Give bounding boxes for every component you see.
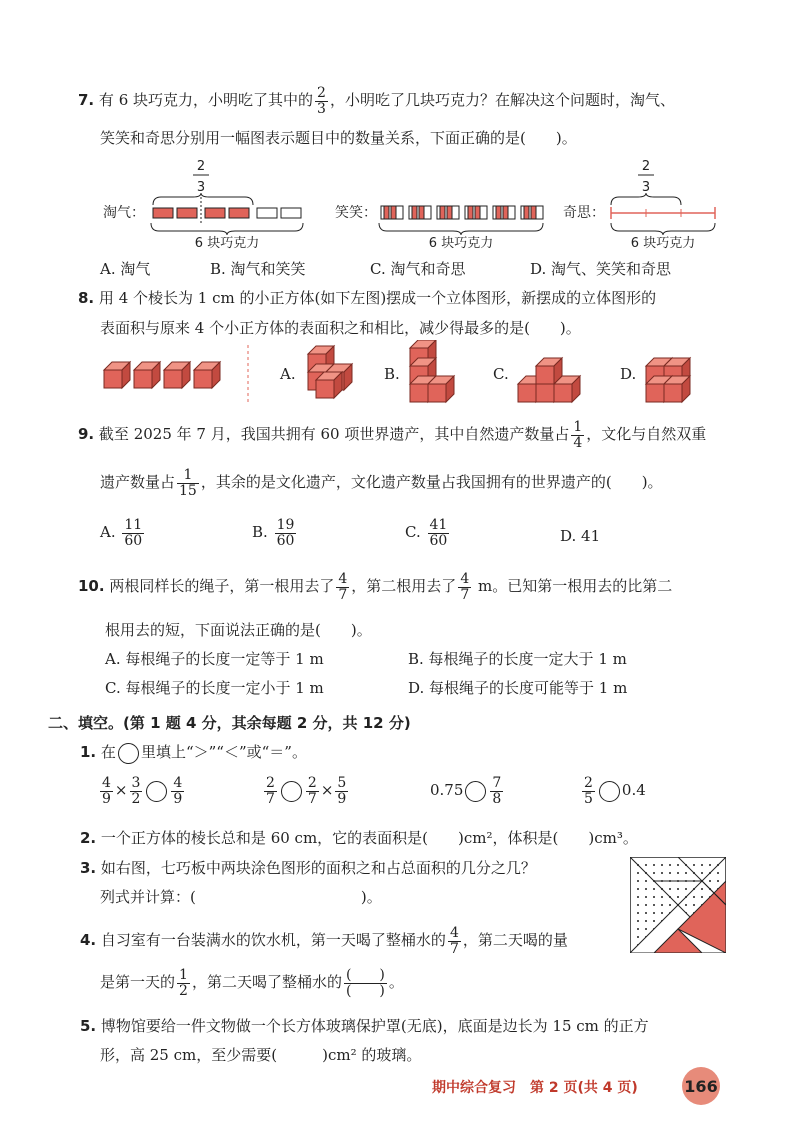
q9-line2 [100,468,663,498]
q7-frac-d: 3 [317,100,326,117]
q9-a-frac [122,518,144,548]
f5-number: 5. [80,1017,97,1035]
grid-dot [653,912,655,914]
f1i4-an: 2 [584,775,593,791]
q10-frac2-d: 7 [460,586,470,603]
q7-frac-n: 2 [317,85,326,101]
f1i2-op: × [320,781,334,800]
page-number: 166 [682,1067,720,1105]
q10-option-d[interactable]: D. 每根绳子的长度可能等于 1 m [408,679,628,697]
q9-b-d: 60 [276,532,295,549]
f1i3-cn: 7 [492,775,502,791]
grid-dot [701,872,703,874]
grid-dot [653,888,655,890]
grid-dot [661,896,663,898]
q8-option-c[interactable]: C. [493,365,509,383]
q10-frac2 [458,572,471,602]
f1i2-bd: 7 [307,790,317,807]
compare-circle-3[interactable] [465,781,486,802]
grid-dot [677,888,679,890]
f1-text-a: 在 [100,743,116,761]
q9-c-n: 41 [429,517,448,533]
q9-c-frac [428,518,450,548]
f1i3-cd: 8 [492,790,502,807]
f4-line1 [80,926,568,956]
f1-item-1 [98,776,186,806]
f1i4-ad: 5 [584,790,593,807]
q10-option-b[interactable]: B. 每根绳子的长度一定大于 1 m [408,650,627,668]
four-cubes-original [104,362,220,388]
f1i2-bn: 2 [307,775,317,791]
q10-text-b: ，第二根用去了 [351,577,457,596]
f1i1-an: 4 [102,775,111,791]
f3-number: 3. [80,859,97,877]
grid-dot [637,936,639,938]
f1i1-cn: 4 [173,775,183,791]
q9-c-label: C. [405,523,421,542]
q7-option-c[interactable]: C. 淘气和奇思 [370,260,466,278]
q9-option-c[interactable] [405,518,451,548]
q9-text-b: ，文化与自然双重 [586,425,707,444]
grid-dot [701,896,703,898]
f1i1-bd: 2 [131,790,141,807]
f1-number: 1. [80,743,97,761]
grid-dot [669,904,671,906]
q10-line2: 根用去的短，下面说法正确的是( )。 [105,621,372,639]
f4-text-c: 是第一天的 [100,973,176,992]
qisi-frac-n: 2 [641,159,651,174]
f4-answer-blank[interactable] [344,968,387,998]
grid-dot [645,928,647,930]
f4-frac1 [448,926,461,956]
grid-dot [653,864,655,866]
f1i1-bn: 3 [131,775,141,791]
q9-text-c: 遗产数量占 [100,473,176,492]
q7-option-d[interactable]: D. 淘气、笑笑和奇思 [530,260,672,278]
q9-frac2 [177,468,199,498]
xiaoxiao-caption: 6 块巧克力 [428,236,494,250]
f1i1-cd: 9 [173,790,183,807]
f1i1-c [171,776,184,806]
grid-dot [717,872,719,874]
grid-dot [669,888,671,890]
grid-dot [661,864,663,866]
f2-text: 一个正方体的棱长总和是 60 cm，它的表面积是( )cm²，体积是( )cm³。 [100,829,638,847]
f4-number: 4. [80,931,97,950]
q8-line1 [78,287,656,308]
compare-circle-1[interactable] [146,781,167,802]
grid-dot [677,896,679,898]
q8-text-1: 用 4 个棱长为 1 cm 的小正方体(如下左图)摆成一个立体图形，新摆成的立体图形的 [98,289,657,307]
q7-option-b[interactable]: B. 淘气和笑笑 [210,260,306,278]
grid-dot [637,872,639,874]
q7-text-b: ，小明吃了几块巧克力？在解决这个问题时，淘气、 [329,91,675,110]
f4-text-e: 。 [388,973,404,992]
section2-title: 二、填空。(第 1 题 4 分，其余每题 2 分，共 12 分) [48,714,411,732]
grid-dot [653,872,655,874]
figure-c [518,358,580,402]
f1i2-ad: 7 [266,790,275,807]
grid-dot [645,880,647,882]
q9-frac2-d: 15 [179,482,197,499]
f1i2-a [264,776,277,806]
f1-item-3 [430,776,505,806]
q7-line1 [78,86,675,116]
q8-number: 8. [78,289,95,307]
grid-dot [645,864,647,866]
compare-circle-2[interactable] [281,781,302,802]
q8-option-a[interactable]: A. [280,365,296,383]
f1-item-2 [262,776,350,806]
grid-dot [709,864,711,866]
grid-dot [717,880,719,882]
f2-number: 2. [80,829,97,847]
grid-dot [661,904,663,906]
grid-dot [645,904,647,906]
grid-dot [677,864,679,866]
f1-text-b: 里填上“＞”“＜”或“＝”。 [140,743,307,761]
grid-dot [701,864,703,866]
f1-line [80,741,307,764]
f4-frac1-n: 4 [449,925,459,941]
f4-frac2-n: 1 [179,967,188,983]
f4-line2 [100,968,404,998]
q9-d-label: D. [560,527,577,545]
figure-d [646,358,690,402]
f2-line [80,827,638,848]
q10-frac1-n: 4 [338,571,348,587]
f1i2-an: 2 [266,775,275,791]
q9-b-frac [275,518,297,548]
grid-dot [653,904,655,906]
f5-line2: 形，高 25 cm，至少需要( )cm² 的玻璃。 [100,1046,422,1064]
xiaoxiao-blocks [381,206,543,219]
q10-frac1-d: 7 [338,586,348,603]
f1i1-a [100,776,113,806]
grid-dot [637,896,639,898]
f1i4-right: 0.4 [621,781,646,800]
footer-title: 期中综合复习 第 2 页(共 4 页) [432,1080,638,1096]
f4-text-b: ，第二天喝的量 [462,931,568,950]
grid-dot [709,880,711,882]
grid-dot [637,920,639,922]
f1i1-b [130,776,143,806]
grid-dot [685,872,687,874]
q7-diagrams [95,155,735,250]
figure-a [308,346,352,398]
grid-dot [637,880,639,882]
q9-option-d[interactable] [560,527,600,545]
f4-blank-n: ( ) [345,967,385,983]
f1i1-op: × [114,781,128,800]
f1i2-cn: 5 [337,775,347,791]
q8-option-d[interactable]: D. [620,365,637,383]
grid-dot [693,864,695,866]
f3-line1 [80,857,536,878]
figure-b [410,340,454,402]
grid-dot [645,896,647,898]
q9-a-d: 60 [124,532,143,549]
q10-option-a[interactable]: A. 每根绳子的长度一定等于 1 m [105,650,324,668]
q9-text-d: ，其余的是文化遗产，文化遗产数量占我国拥有的世界遗产的( )。 [200,473,663,492]
q8-line2: 表面积与原来 4 个小正方体的表面积之和相比，减少得最多的是( )。 [100,319,581,337]
xiaoxiao-label: 笑笑： [335,205,377,221]
grid-dot [693,904,695,906]
grid-dot [645,888,647,890]
q9-a-n: 11 [124,517,143,533]
q7-fraction [315,86,328,116]
grid-dot [661,912,663,914]
taoqi-frac-d: 3 [196,180,206,195]
grid-dot [677,872,679,874]
f1i2-b [306,776,319,806]
f4-text-a: 自习室有一台装满水的饮水机，第一天喝了整桶水的 [100,931,446,950]
q9-b-n: 19 [276,517,295,533]
taoqi-label: 淘气： [103,205,145,221]
q9-frac1 [571,420,584,450]
grid-dot [685,904,687,906]
q10-option-c[interactable]: C. 每根绳子的长度一定小于 1 m [105,679,324,697]
f4-frac2 [177,968,190,998]
grid-dot [637,904,639,906]
q9-d-value: 41 [581,527,601,545]
q9-line1 [78,420,706,450]
q10-text-c: m。已知第一根用去的比第二 [473,577,673,596]
q9-frac1-d: 4 [573,434,583,451]
q9-frac2-n: 1 [177,468,199,484]
q7-option-a[interactable]: A. 淘气 [100,260,151,278]
taoqi-caption: 6 块巧克力 [194,236,260,250]
qisi-caption: 6 块巧克力 [630,236,696,250]
f1i2-cd: 9 [337,790,347,807]
q9-option-a[interactable] [100,518,146,548]
f1i4-a [582,776,595,806]
f4-blank-d: ( ) [345,982,385,999]
q10-frac1 [336,572,349,602]
f3-text-1: 如右图，七巧板中两块涂色图形的面积之和占总面积的几分之几？ [100,859,536,877]
q9-b-label: B. [252,523,268,542]
taoqi-blocks [153,208,301,218]
q10-text-a: 两根同样长的绳子，第一根用去了 [109,577,335,596]
f4-frac1-d: 7 [449,940,459,957]
grid-dot [653,896,655,898]
f4-text-d: ，第二天喝了整桶水的 [191,973,342,992]
grid-dot [669,872,671,874]
q10-number: 10. [78,577,105,596]
f1i3-c [490,776,503,806]
q9-text-a: 截至 2025 年 7 月，我国共拥有 60 项世界遗产，其中自然遗产数量占 [98,425,570,444]
grid-dot [661,872,663,874]
blank-circle-icon [118,743,139,764]
grid-dot [693,896,695,898]
grid-dot [645,912,647,914]
q8-option-b[interactable]: B. [384,365,400,383]
grid-dot [637,888,639,890]
tangram-figure [630,857,726,953]
q9-number: 9. [78,425,95,444]
f1-item-4 [580,776,646,806]
q10-frac2-n: 4 [460,571,470,587]
grid-dot [653,920,655,922]
q7-line2: 笑笑和奇思分别用一幅图表示题目中的数量关系，下面正确的是( )。 [100,129,577,147]
f4-frac2-d: 2 [179,982,188,999]
q7-text-a: 有 6 块巧克力，小明吃了其中的 [98,91,314,110]
compare-circle-4[interactable] [599,781,620,802]
q9-frac1-n: 1 [573,419,583,435]
qisi-frac-d: 3 [641,180,651,195]
f1i1-ad: 9 [102,790,111,807]
f1i2-c [335,776,348,806]
grid-dot [637,912,639,914]
taoqi-frac-n: 2 [196,159,206,174]
f3-line2: 列式并计算：( )。 [100,888,382,906]
grid-dot [701,888,703,890]
grid-dot [685,888,687,890]
q9-c-d: 60 [429,532,448,549]
q10-line1 [78,572,672,602]
f5-line1 [80,1015,649,1036]
q9-a-label: A. [100,523,116,542]
grid-dot [637,928,639,930]
f5-text-1: 博物馆要给一件文物做一个长方体玻璃保护罩(无底)，底面是边长为 15 cm 的正方 [100,1017,649,1035]
grid-dot [669,864,671,866]
grid-dot [645,920,647,922]
q9-option-b[interactable] [252,518,298,548]
f1i3-left: 0.75 [430,781,464,800]
qisi-label: 奇思： [563,205,605,221]
q7-number: 7. [78,91,95,110]
